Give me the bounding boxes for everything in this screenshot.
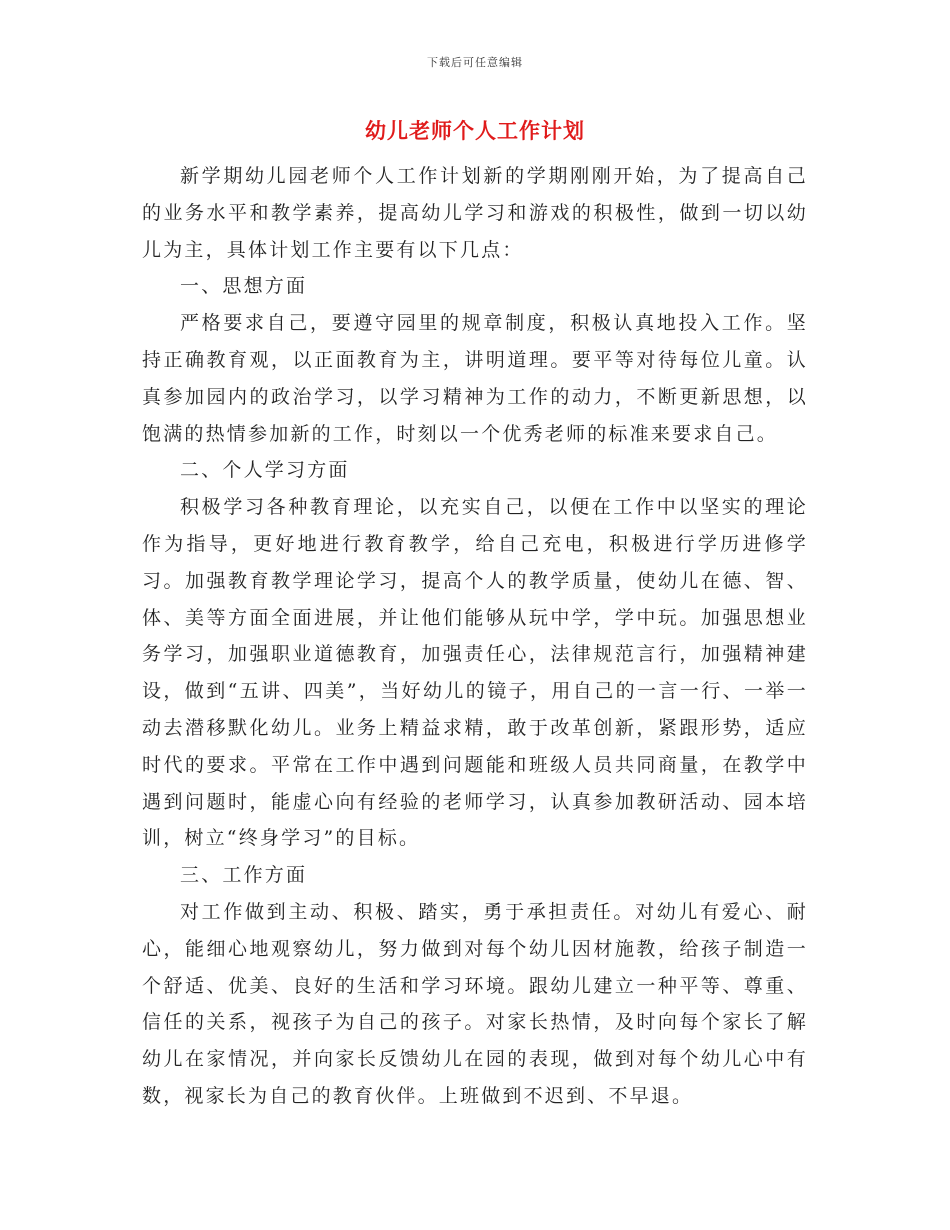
document-title: 幼儿老师个人工作计划 — [365, 118, 585, 143]
thought-paragraph: 严格要求自己，要遵守园里的规章制度，积极认真地投入工作。坚持正确教育观，以正面教育为主，讲明道理。要平等对待每位儿童。认真参加园内的政治学习，以学习精神为工作的动力，不断更新思想，以饱满的热情参加新的工作，时刻以一个优秀老师的标准来要求自己。 — [142, 312, 808, 445]
section-heading-work: 三、工作方面 — [180, 864, 308, 887]
header-note: 下载后可任意编辑 — [427, 56, 523, 69]
section-heading-thought: 一、思想方面 — [180, 275, 308, 298]
learning-paragraph: 积极学习各种教育理论，以充实自己，以便在工作中以坚实的理论作为指导，更好地进行教育教学，给自己充电，积极进行学历进修学习。加强教育教学理论学习，提高个人的教学质量，使幼儿在德、智、体、美等方面全面进展，并让他们能够从玩中学，学中玩。加强思想业务学习，加强职业道德教育，加强责任心，法律规范言行，加强精神建设，做到“五讲、四美”，当好幼儿的镜子，用自己的一言一行、一举一动去潜移默化幼儿。业务上精益求精，敢于改革创新，紧跟形势，适应时代的要求。平常在工作中遇到问题能和班级人员共同商量，在教学中遇到问题时，能虚心向有经验的老师学习，认真参加教研活动、园本培训，树立“终身学习”的目标。 — [142, 496, 808, 850]
section-heading-learning: 二、个人学习方面 — [180, 459, 350, 482]
document-body — [142, 158, 808, 1115]
intro-paragraph: 新学期幼儿园老师个人工作计划新的学期刚刚开始，为了提高自己的业务水平和教学素养，提高幼儿学习和游戏的积极性，做到一切以幼儿为主，具体计划工作主要有以下几点： — [142, 165, 808, 261]
work-paragraph: 对工作做到主动、积极、踏实，勇于承担责任。对幼儿有爱心、耐心，能细心地观察幼儿，努力做到对每个幼儿因材施教，给孩子制造一个舒适、优美、良好的生活和学习环境。跟幼儿建立一种平等、尊重、信任的关系，视孩子为自己的孩子。对家长热情，及时向每个家长了解幼儿在家情况，并向家长反馈幼儿在园的表现，做到对每个幼儿心中有数，视家长为自己的教育伙伴。上班做到不迟到、不早退。 — [142, 900, 808, 1107]
